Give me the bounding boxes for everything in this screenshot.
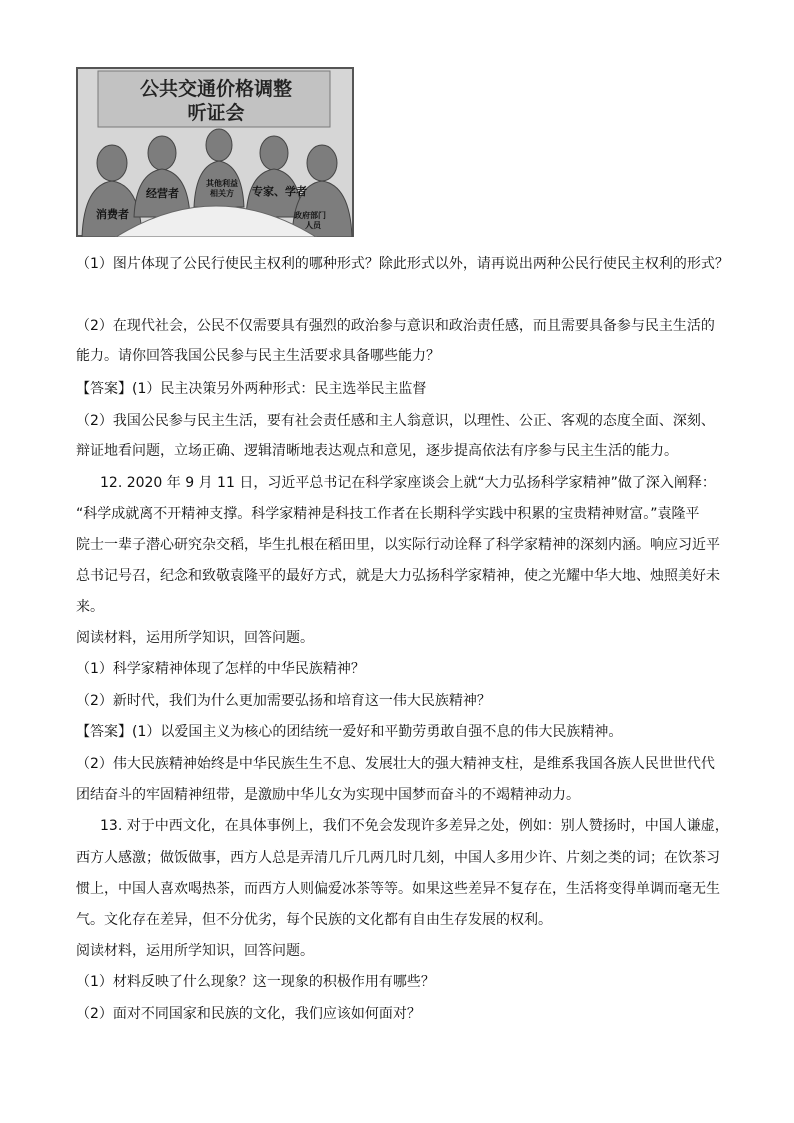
q11-part2-line2: 能力。请你回答我国公民参与民主生活要求具备哪些能力？ [76,348,440,364]
q12-stem-line4: 总书记号召，纪念和致敬袁隆平的最好方式，就是大力弘扬科学家精神，使之光耀中华大地、烛照美好未 [76,568,720,584]
banner-title-line1: 公共交通价格调整 [139,78,293,100]
person-other-head [206,129,232,161]
q13-stem-line4: 气。文化存在差异，但不分优劣，每个民族的文化都有自由生存发展的权利。 [76,912,552,928]
label-consumer: 消费者 [96,208,129,221]
q12-answer-2-line2: 团结奋斗的牢固精神纽带，是激励中华儿女为实现中国梦而奋斗的不竭精神动力。 [76,787,580,803]
label-other-1: 其他利益 [206,179,238,188]
q12-stem-line2: “科学成就离不开精神支撑。科学家精神是科技工作者在长期科学实践中积累的宝贵精神财富。”袁隆平 [76,506,700,522]
label-gov-2: 人员 [305,221,321,230]
label-gov-1: 政府部门 [294,211,326,220]
q13-part2: （2）面对不同国家和民族的文化，我们应该如何面对？ [76,1006,421,1022]
q11-answer-1: 【答案】(1）民主决策另外两种形式：民主选举民主监督 [76,381,427,397]
q12-stem-line3: 院士一辈子潜心研究杂交稻，毕生扎根在稻田里，以实际行动诠释了科学家精神的深刻内涵。响应习近平 [76,537,720,553]
q12-stem-line1: 12. 2020 年 9 月 11 日，习近平总书记在科学家座谈会上就“大力弘扬科学家精神”做了深入阐释： [100,475,716,491]
q13-stem-line2: 西方人感激；做饭做事，西方人总是弄清几斤几两几时几刻，中国人多用少许、片刻之类的词；在饮茶习 [76,850,720,866]
q12-stem-line5: 来。 [76,599,104,615]
q13-stem-line3: 惯上，中国人喜欢喝热茶，而西方人则偏爱冰茶等等。如果这些差异不复存在，生活将变得单调而毫无生 [76,881,720,897]
person-gov-head [307,145,337,181]
label-operator: 经营者 [146,187,179,200]
q12-answer-2-line1: （2）伟大民族精神始终是中华民族生生不息、发展壮大的强大精神支柱，是维系我国各族人民世世代代 [76,756,715,772]
q12-part1: （1）科学家精神体现了怎样的中华民族精神？ [76,661,365,677]
q12-answer-1: 【答案】(1）以爱国主义为核心的团结统一爱好和平勤劳勇敢自强不息的伟大民族精神。 [76,724,623,740]
q12-part2: （2）新时代，我们为什么更加需要弘扬和培育这一伟大民族精神？ [76,693,491,709]
hearing-illustration [76,67,354,237]
person-operator-head [148,136,176,170]
q11-part2-line1: （2）在现代社会，公民不仅需要具有强烈的政治参与意识和政治责任感，而且需要具备参与民主生活的 [76,318,715,334]
q13-stem-line1: 13. 对于中西文化，在具体事例上，我们不免会发现许多差异之处，例如：别人赞扬时，中国人谦虚， [100,818,729,834]
label-other-2: 相关方 [210,189,234,198]
q13-part1: （1）材料反映了什么现象？这一现象的积极作用有哪些？ [76,974,435,990]
q11-answer-2-line2: 辩证地看问题，立场正确、逻辑清晰地表达观点和意见，逐步提高依法有序参与民主生活的能力。 [76,443,678,459]
q11-part1: （1）图片体现了公民行使民主权利的哪种形式？除此形式以外，请再说出两种公民行使民主权利的形式？ [76,256,729,272]
q12-instruction: 阅读材料，运用所学知识，回答问题。 [76,630,314,646]
person-consumer-head [97,145,127,181]
q11-answer-2-line1: （2）我国公民参与民主生活，要有社会责任感和主人翁意识，以理性、公正、客观的态度全面、深刻、 [76,413,715,429]
label-expert: 专家、学者 [252,185,307,198]
person-expert-head [260,136,288,170]
q13-instruction: 阅读材料，运用所学知识，回答问题。 [76,943,314,959]
banner-title-line2: 听证会 [187,102,245,124]
